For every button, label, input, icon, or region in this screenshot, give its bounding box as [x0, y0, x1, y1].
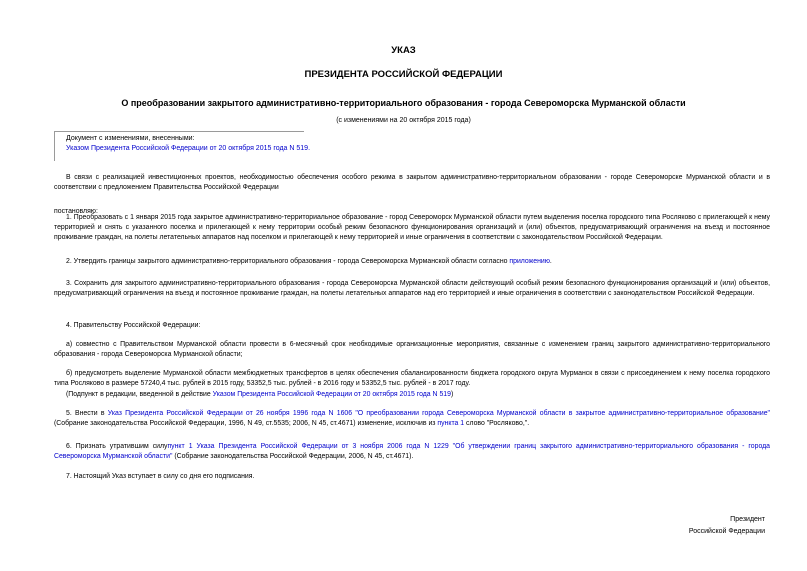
decree-title: УКАЗ: [391, 45, 416, 56]
paragraph-5: 5. Внести в Указ Президента Российской Федерации от 26 ноября 1996 года N 1606 "О преобразовании города Североморска Мурманской области в закрытое административно-территориальное образование" (Собрание законодательства Российской Федерации, 1996, N 49, ст.5535; 2006, N 45, ст.4671) изменение, исключив из пункта 1 слово "Росляково,".: [54, 410, 770, 427]
signature-title: Президент: [730, 516, 765, 523]
paragraph-3: 3. Сохранить для закрытого административно-территориального образования - города Североморска Мурманской области действующий особый режим безопасного функционирования организаций и (или) объектов, предусматривающий ограничения на въезд и постоянное проживание граждан, на полеты летательных аппаратов над его территорией и иные ограничения в соответствии с законодательством Российской Федерации.: [54, 280, 770, 297]
paragraph-4a: а) совместно с Правительством Мурманской области провести в 6-месячный срок необходимые организационные мероприятия, связанные с изменением границ закрытого административно-территориального образования - города Североморска Мурманской области;: [54, 341, 770, 358]
paragraph-4b: б) предусмотреть выделение Мурманской области межбюджетных трансфертов в целях обеспечения сбалансированности бюджета городского округа Мурманск в связи с присоединением к нему поселка городского типа Росляково в размере 57240,4 тыс. рублей в 2015 году, 53352,5 тыс. рублей - в 2016 году и 53352,5 тыс. рублей - в 2017 году.: [54, 370, 770, 387]
paragraph-7: 7. Настоящий Указ вступает в силу со дня его подписания.: [66, 473, 255, 480]
point-1-link[interactable]: пункта 1: [437, 420, 465, 427]
amendments-note-caption: Документ с изменениями, внесенными:: [66, 135, 195, 142]
paragraph-2: 2. Утвердить границы закрытого административно-территориального образования - города Североморска Мурманской области согласно приложению.: [66, 258, 552, 265]
issuer-title: ПРЕЗИДЕНТА РОССИЙСКОЙ ФЕДЕРАЦИИ: [304, 69, 503, 80]
paragraph-4b-note: (Подпункт в редакции, введенной в действие Указом Президента Российской Федерации от 20 октября 2015 года N 519): [66, 391, 454, 398]
paragraph-4: 4. Правительству Российской Федерации:: [66, 322, 201, 329]
decree-1229-link[interactable]: пункт 1 Указа Президента Российской Федерации от 3 ноября 2006 года N 1229 "Об утверждении границ закрытого административно-территориального образования - города Североморска Мурманской области": [54, 443, 770, 460]
paragraph-1: 1. Преобразовать с 1 января 2015 года закрытое административно-территориальное образование - город Североморск Мурманской области путем выделения поселка городского типа Росляково с прилегающей к нему территорией и снять с указанного поселка и прилегающей к нему территории особый режим безопасного функционирования организаций и (или) объектов, предусматривающий ограничения на въезд и постоянное проживание граждан, на полеты летательных аппаратов над поселком и прилегающей к нему территорией и иные ограничения в соответствии с законодательством Российской Федерации.: [54, 214, 770, 241]
appendix-link[interactable]: приложению: [509, 258, 550, 265]
revision-note: (с изменениями на 20 октября 2015 года): [336, 117, 471, 124]
paragraph-6: 6. Признать утратившим силупункт 1 Указа Президента Российской Федерации от 3 ноября 2006 года N 1229 "Об утверждении границ закрытого административно-территориального образования - города Североморска Мурманской области" (Собрание законодательства Российской Федерации, 2006, N 45, ст.4671).: [54, 443, 770, 460]
amendment-link[interactable]: Указом Президента Российской Федерации от 20 октября 2015 года N 519.: [66, 145, 311, 152]
decree-1606-link[interactable]: Указ Президента Российской Федерации от 26 ноября 1996 года N 1606 "О преобразовании города Североморска Мурманской области в закрытое административно-территориальное образование": [107, 410, 770, 417]
edition-link[interactable]: Указом Президента Российской Федерации от 20 октября 2015 года N 519: [212, 391, 451, 398]
decree-word: постановляю:: [54, 208, 98, 215]
intro-paragraph: В связи с реализацией инвестиционных проектов, необходимостью обеспечения особого режима в закрытом административно-территориальном образовании - городе Североморске Мурманской области и в соответствии с предложением Правительства Российской Федерации: [54, 174, 770, 191]
signature-office: Российской Федерации: [688, 528, 765, 535]
document-title: О преобразовании закрытого административно-территориального образования - города Североморска Мурманской области: [121, 98, 686, 108]
